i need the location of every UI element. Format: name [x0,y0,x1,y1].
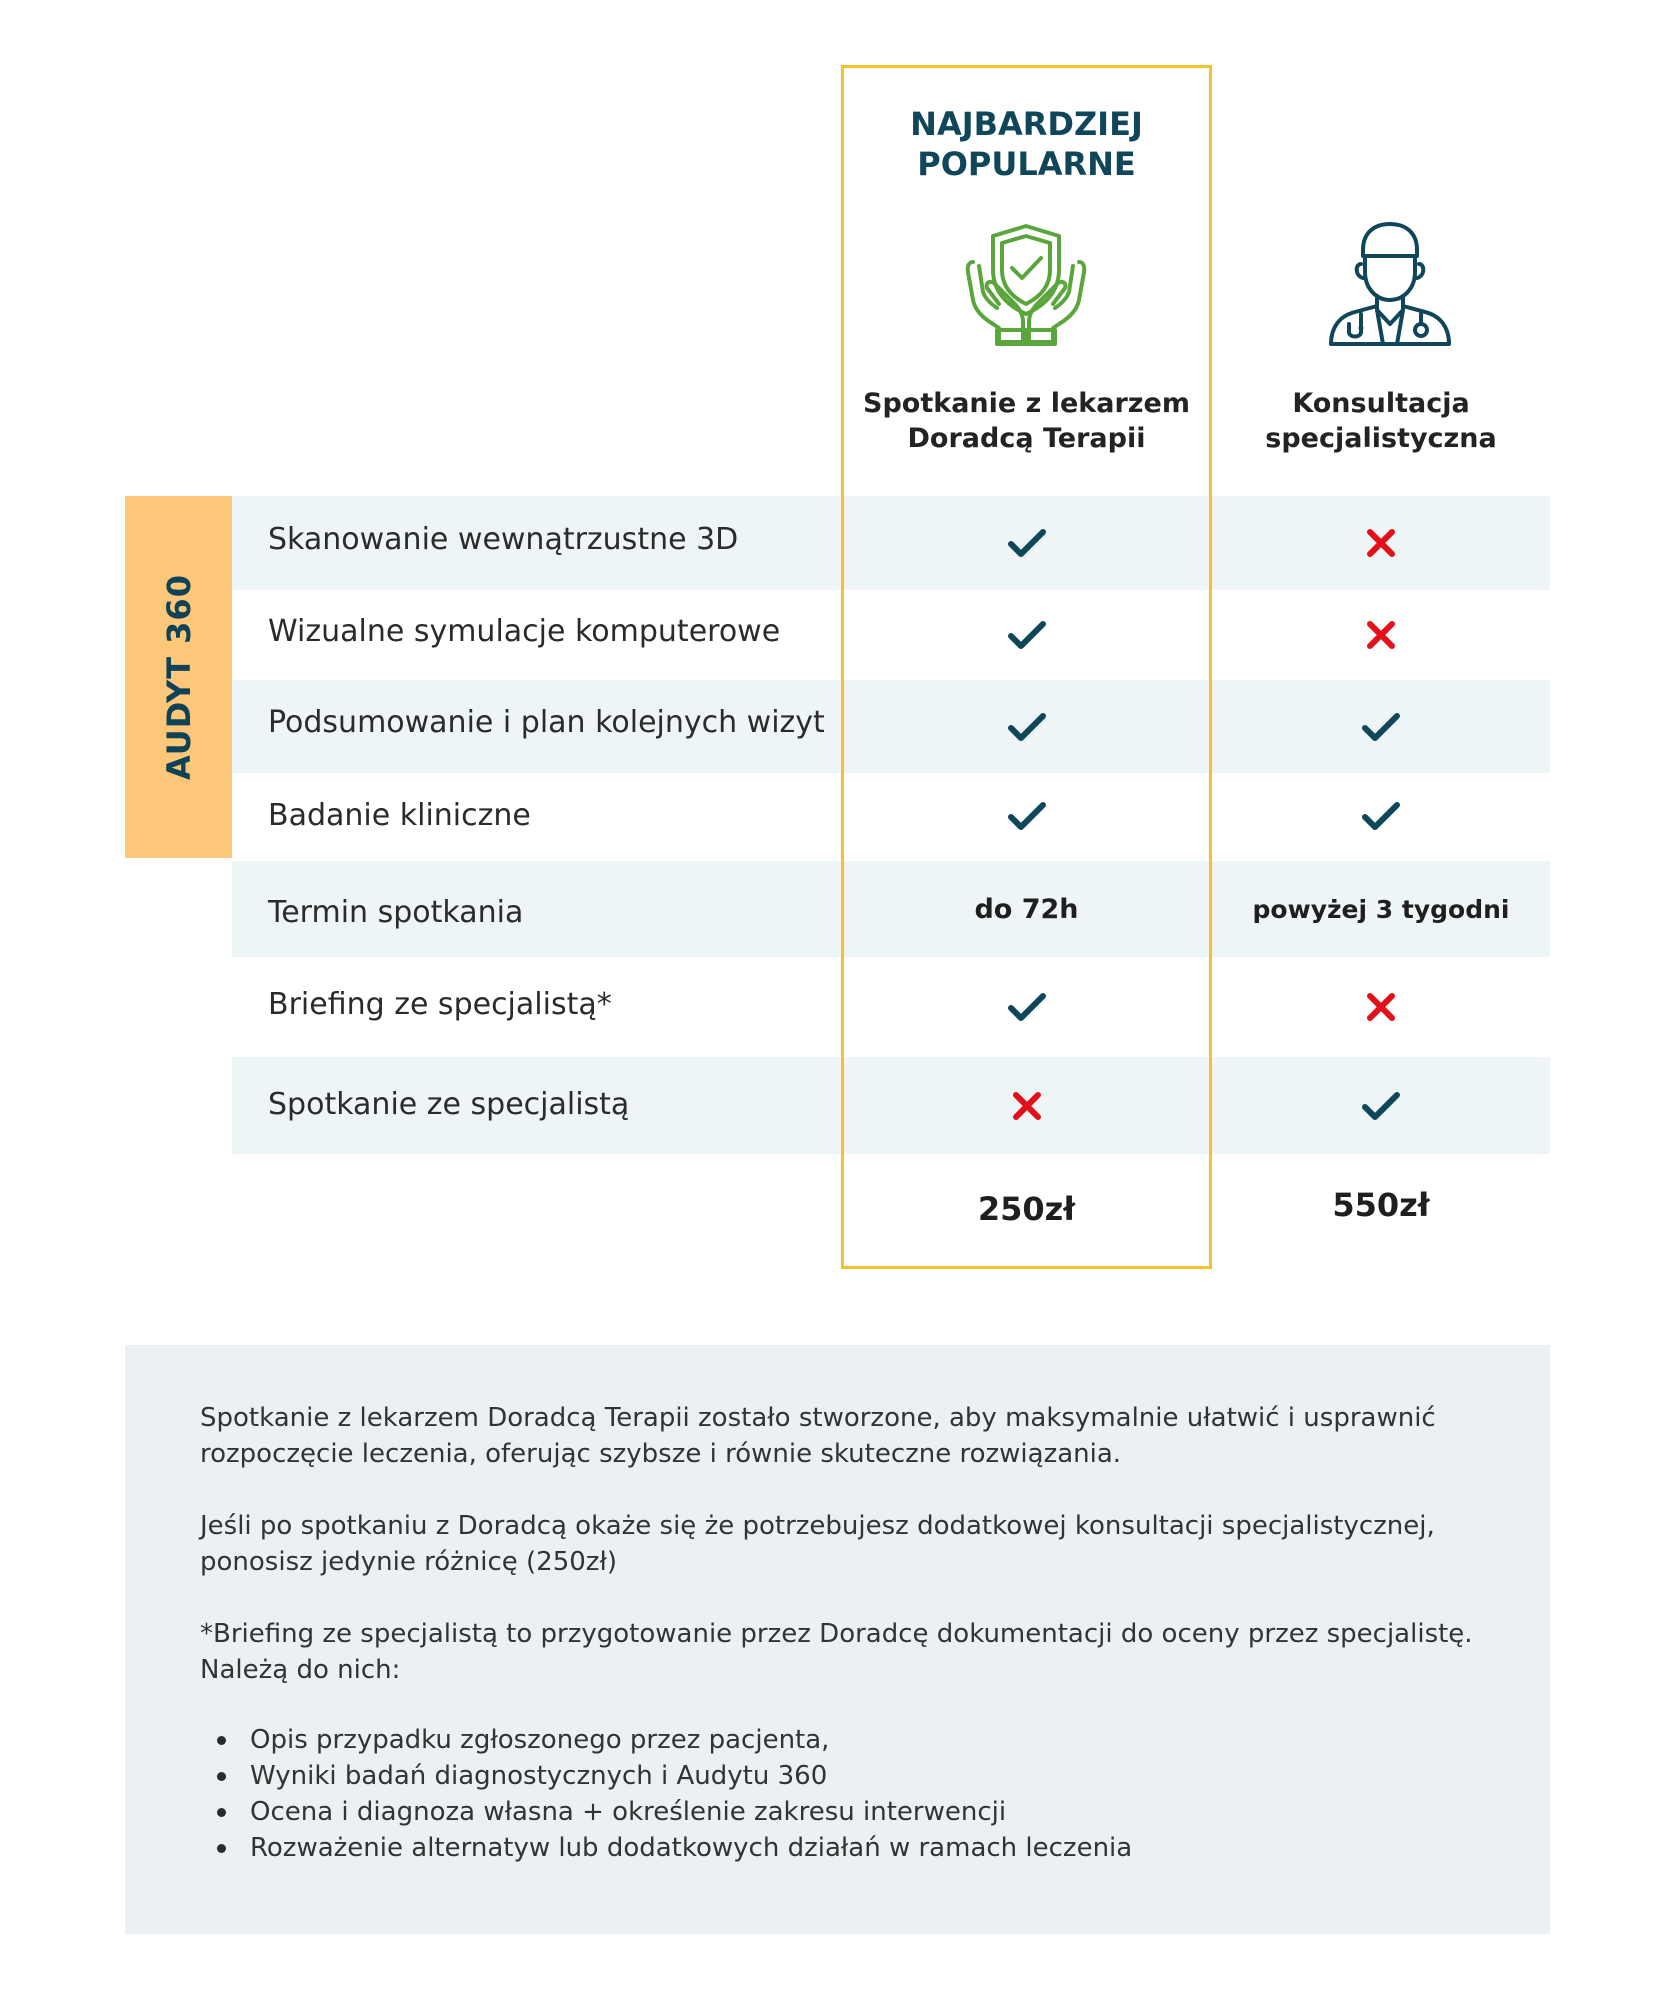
list-item: Wyniki badań diagnostycznych i Audytu 360 [200,1758,1550,1794]
group-label: AUDYT 360 [159,574,198,780]
cell-term-advisor [841,861,1212,957]
cell-simulation-specialist [1212,590,1550,680]
cell-exam-advisor [841,773,1212,858]
cell-term-specialist [1212,861,1550,957]
badge-line: NAJBARDZIEJ [910,105,1143,143]
most-popular-badge [841,104,1212,184]
cross-icon [1366,528,1396,558]
info-paragraph: Spotkanie z lekarzem Doradcą Terapii zostało stworzone, aby maksymalnie ułatwić i usprawnić rozpoczęcie leczenia, oferując szybsze i równie skuteczne rozwiązania. [200,1403,1436,1469]
list-item: Rozważenie alternatyw lub dodatkowych działań w ramach leczenia [200,1830,1550,1866]
price-advisor: 250zł [977,1190,1076,1228]
info-paragraph: *Briefing ze specjalistą to przygotowanie przez Doradcę dokumentacji do oceny przez specjalistę. Należą do nich: [200,1619,1473,1685]
row-label: Termin spotkania [268,895,524,930]
cell-meeting-specialist [1212,1057,1550,1154]
cell-simulation-advisor [841,590,1212,680]
column-header-advisor [841,386,1212,456]
column-header-line: Spotkanie z lekarzem [863,388,1190,419]
cell-scan-advisor [841,496,1212,590]
check-icon [1361,711,1401,743]
cross-icon [1366,620,1396,650]
check-icon [1007,711,1047,743]
check-icon [1007,527,1047,559]
cell-briefing-specialist [1212,957,1550,1057]
briefing-list [200,1722,1550,1866]
term-value: powyżej 3 tygodni [1252,894,1510,924]
list-item: Ocena i diagnoza własna + określenie zakresu interwencji [200,1794,1550,1830]
check-icon [1007,991,1047,1023]
cell-summary-advisor [841,680,1212,773]
doctor-icon [1325,220,1455,355]
price-specialist: 550zł [1332,1186,1430,1224]
column-header-specialist [1212,386,1550,456]
cross-icon [1366,992,1396,1022]
check-icon [1361,800,1401,832]
term-value: do 72h [974,893,1079,925]
audit-360-group-tab [125,496,232,858]
cell-summary-specialist [1212,680,1550,773]
list-item: Opis przypadku zgłoszonego przez pacjenta, [200,1722,1550,1758]
cross-icon [1012,1091,1042,1121]
row-label: Podsumowanie i plan kolejnych wizyt [268,705,825,740]
column-header-line: Konsultacja [1292,388,1470,419]
row-label: Badanie kliniczne [268,798,531,833]
cell-briefing-advisor [841,957,1212,1057]
cell-exam-specialist [1212,773,1550,858]
row-label: Skanowanie wewnątrzustne 3D [268,522,739,557]
check-icon [1007,800,1047,832]
cell-scan-specialist [1212,496,1550,590]
info-panel [125,1345,1550,1934]
badge-line: POPULARNE [917,145,1136,183]
check-icon [1361,1090,1401,1122]
check-icon [1007,619,1047,651]
shield-hands-icon [965,222,1087,353]
row-label: Wizualne symulacje komputerowe [268,614,781,649]
row-label: Spotkanie ze specjalistą [268,1087,630,1122]
cell-meeting-advisor [841,1057,1212,1154]
info-paragraph: Jeśli po spotkaniu z Doradcą okaże się że potrzebujesz dodatkowej konsultacji specjalistycznej, ponosisz jedynie różnicę (250zł) [200,1511,1435,1577]
column-header-line: specjalistyczna [1265,423,1497,454]
row-label: Briefing ze specjalistą* [268,987,612,1022]
column-header-line: Doradcą Terapii [907,423,1146,454]
